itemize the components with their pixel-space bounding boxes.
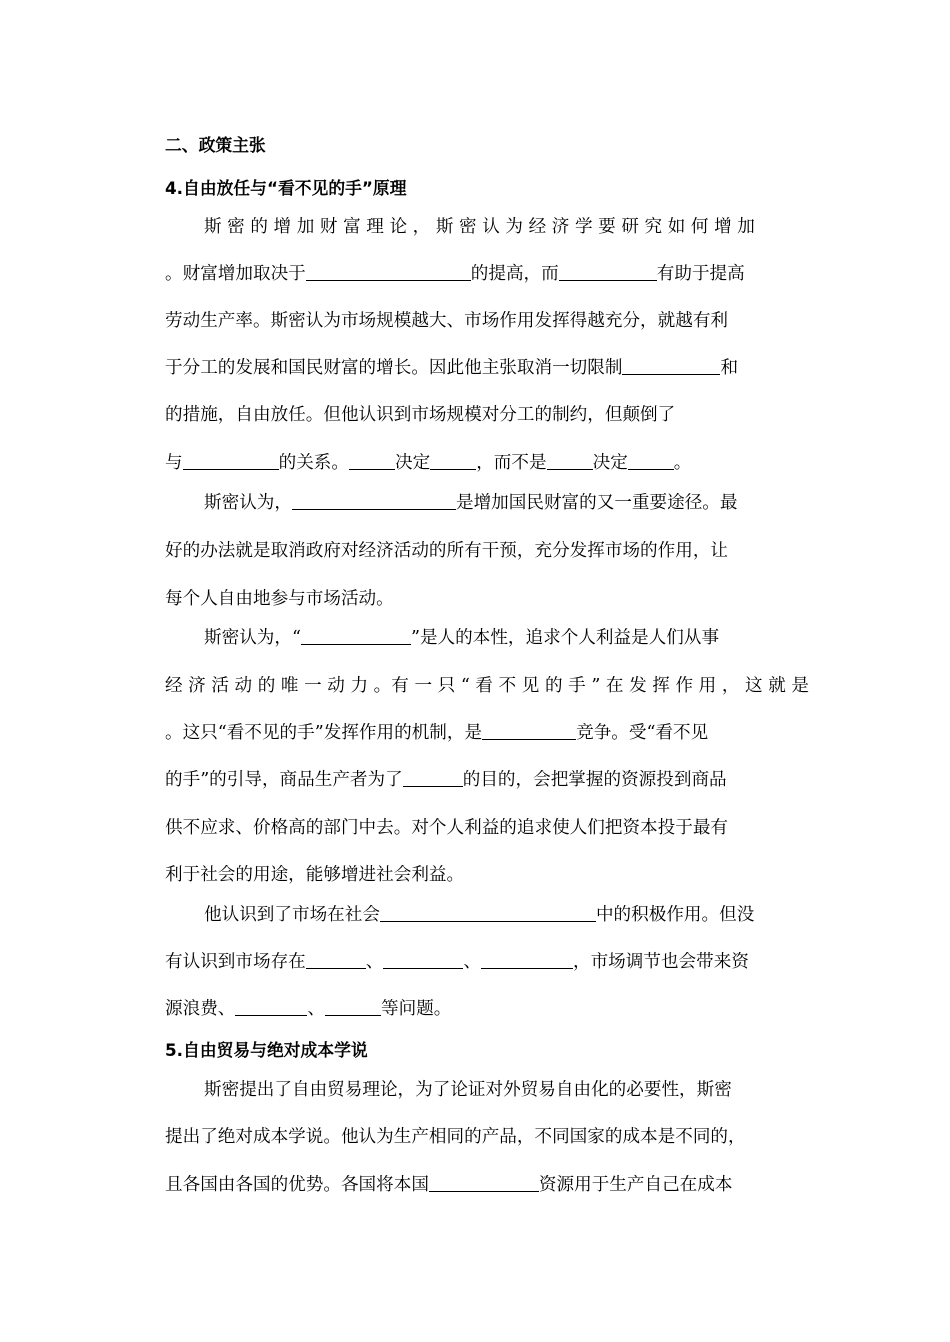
fill-blank [183,451,279,470]
fill-blank [429,1173,539,1192]
text-run: 源浪费、 [165,999,236,1019]
paragraph-line: 劳动生产率。斯密认为市场规模越大、市场作用发挥得越充分，就越有利 [165,311,729,331]
subsection-heading-5: 5.自由贸易与绝对成本学说 [165,1040,368,1060]
fill-blank [306,950,366,969]
paragraph-line [165,451,691,475]
fill-blank [349,451,395,470]
fill-blank [306,262,471,281]
text-run: 斯密认为， [204,493,292,513]
paragraph-line: 提出了绝对成本学说。他认为生产相同的产品，不同国家的成本是不同的， [165,1127,746,1147]
text-run: 。这只“看不见的手”发挥作用的机制，是 [165,723,483,743]
text-run: 、 [463,952,481,972]
text-run: 有助于提高 [656,264,745,284]
paragraph-line: 好的办法就是取消政府对经济活动的所有干预，充分发挥市场的作用，让 [165,541,729,561]
text-run: 、 [307,999,325,1019]
text-run: 的提高，而 [470,264,559,284]
text-run: 等问题。 [381,999,452,1019]
paragraph-line [165,356,738,380]
section-heading: 二、政策主张 [165,135,266,155]
paragraph-line: 利于社会的用途，能够增进社会利益。 [165,865,465,885]
fill-blank [383,950,463,969]
text-run: ”是人的本性，追求个人利益是人们从事 [410,628,720,648]
text-run: 资源用于生产自己在成本 [538,1175,733,1195]
fill-blank [325,997,381,1016]
text-run: 有认识到市场存在 [165,952,306,972]
text-run: 他认识到了市场在社会 [204,905,380,925]
text-run: ，而不是 [476,453,547,473]
text-run: ，市场调节也会带来资 [572,952,749,972]
text-run: 决定 [592,453,628,473]
text-run: 且各国由各国的优势。各国将本国 [165,1175,429,1195]
text-run: 是增加国民财富的又一重要途径。最 [455,493,738,513]
paragraph-line: 斯 密 的 增 加 财 富 理 论 ， 斯 密 认 为 经 济 学 要 研 究 如 何 增 加 [204,217,755,237]
fill-blank [481,950,573,969]
paragraph-line: 的措施，自由放任。但他认识到市场规模对分工的制约，但颠倒了 [165,405,676,425]
text-run: 和 [720,358,739,378]
fill-blank [380,903,596,922]
paragraph-line [165,262,745,286]
paragraph-line: 经 济 活 动 的 唯 一 动 力 。有 一 只 “ 看 不 见 的 手 ” 在 发 挥 作 用 ， 这 就 是 [165,676,810,696]
fill-blank [559,262,657,281]
text-run: 斯密认为，“ [204,628,301,648]
paragraph-line [165,768,727,792]
subsection-heading-4: 4.自由放任与“看不见的手”原理 [165,178,407,198]
paragraph-line [204,903,754,927]
text-run: 于分工的发展和国民财富的增长。因此他主张取消一切限制 [165,358,623,378]
paragraph-line [204,491,738,515]
fill-blank [430,451,476,470]
text-run: 。 [673,453,692,473]
paragraph-line: 斯密提出了自由贸易理论，为了论证对外贸易自由化的必要性，斯密 [204,1080,732,1100]
text-run: 的目的，会把掌握的资源投到商品 [462,770,727,790]
fill-blank [628,451,674,470]
paragraph-line: 供不应求、价格高的部门中去。对个人利益的追求使人们把资本投于最有 [165,818,729,838]
fill-blank [301,626,411,645]
paragraph-line [165,721,708,745]
text-run: 、 [365,952,384,972]
fill-blank [547,451,593,470]
text-run: 的手”的引导，商品生产者为了 [165,770,403,790]
text-run: 决定 [395,453,431,473]
text-run: 中的积极作用。但没 [595,905,755,925]
paragraph-line [165,950,749,974]
text-run: 与 [165,453,183,473]
fill-blank [622,356,720,375]
fill-blank [235,997,307,1016]
text-run: 。财富增加取决于 [165,264,306,284]
text-run: 的关系。 [278,453,349,473]
paragraph-line [204,626,719,650]
paragraph-line [165,997,451,1021]
fill-blank [292,491,456,510]
fill-blank [482,721,576,740]
text-run: 竞争。受“看不见 [576,723,709,743]
fill-blank [403,768,463,787]
paragraph-line [165,1173,732,1197]
paragraph-line: 每个人自由地参与市场活动。 [165,589,394,609]
